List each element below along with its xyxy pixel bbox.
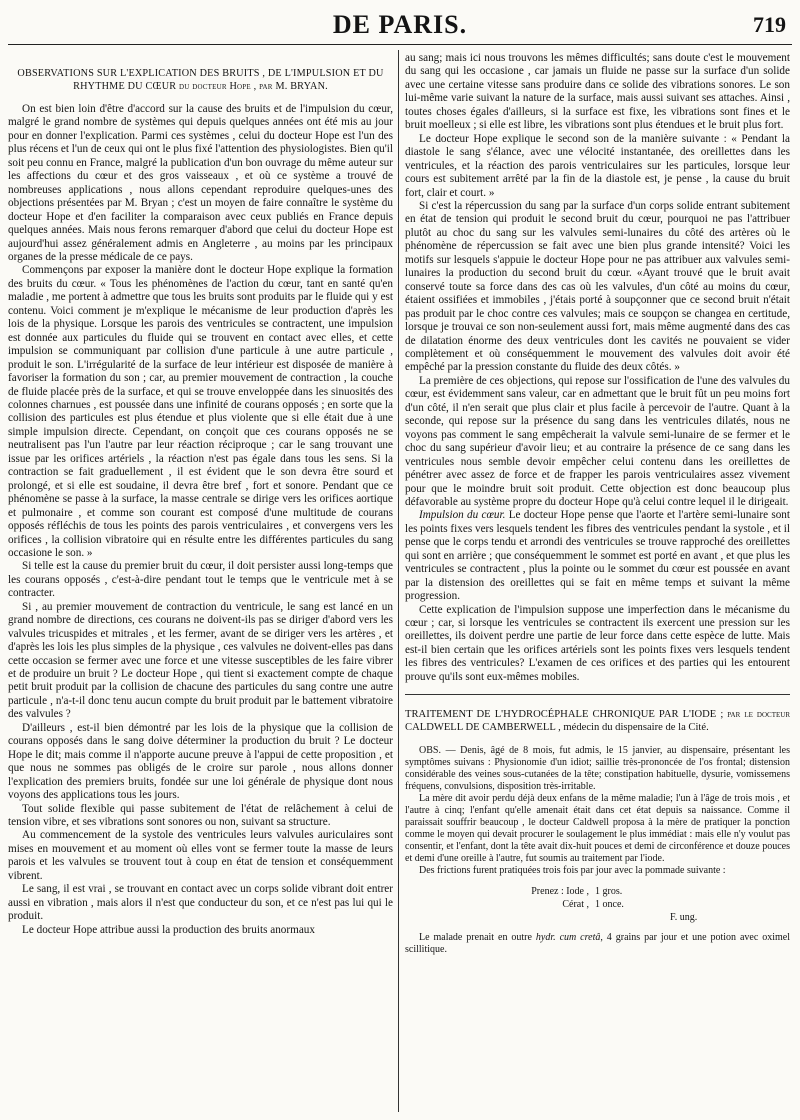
paragraph: Tout solide flexible qui passe subitement de l'état de relâchement à celui de tension vibre, et ses vibrations sont sonores ou non, suivant sa structure. <box>8 802 393 829</box>
paragraph <box>405 932 790 956</box>
prescription-formula <box>495 885 790 924</box>
column-divider <box>398 50 399 1112</box>
article2-title <box>405 709 790 735</box>
paragraph: Le docteur Hope explique le second son de la manière suivante : « Pendant la diastole le sang s'élance, avec une vélocité instantanée, des oreillettes dans les ventricules, et la réaction des parois ventriculaires sur les particules, lorsque leur cours est subitement arrêté par la fin de la diastole est, je pense , la cause du bruit fort, clair et court. » <box>405 132 790 199</box>
paragraph-text: , 4 grains par jour et une potion avec oximel scillitique. <box>405 931 790 955</box>
paragraph: Si telle est la cause du premier bruit du cœur, il doit persister aussi long-temps que les courans opposés , c'est-à-dire pendant tout le temps que le ventricule met à se contracter. <box>8 560 393 600</box>
observation-paragraph: OBS. — Denis, âgé de 8 mois, fut admis, le 15 janvier, au dispensaire, présentant les symptômes suivans : Physionomie d'un idiot; saillie très-prononcée de l'os frontal; distension considérable des veines sous-cutanées de la tête; constipation habituelle, dysurie, vomissemens fréquens, convulsions, disposition très-irritable. <box>405 744 790 792</box>
running-title: DE PARIS. <box>332 10 468 39</box>
formula-label: Prenez : Iode , <box>531 885 589 897</box>
left-column <box>8 52 393 1112</box>
paragraph-text: Le malade prenait en outre <box>419 931 532 943</box>
header-rule <box>8 44 792 45</box>
article-title-text: OBSERVATIONS SUR L'EXPLICATION DES BRUITS , DE L'IMPULSION ET DU RHYTHME DU CŒUR du docteur Hope , par <box>17 68 384 92</box>
article-author: M. BRYAN. <box>275 80 328 92</box>
article-title <box>8 68 393 93</box>
paragraph: D'ailleurs , est-il bien démontré par les lois de la physique que la collision de courans opposés dans le sang doive déterminer la production du bruit ? Le docteur Hope le dit; mais comme il n'apporte aucune preuve à l'appui de cette proposition , et que nous ne sommes pas obligés de le croire sur parole , nous allons donner l'explication des premiers bruits, fondée sur une loi générale de physique dont nous voyons des applications tous les jours. <box>8 721 393 802</box>
article2-title-rest: médecin du dispensaire de la Cité. <box>563 722 709 734</box>
paragraph: au sang; mais ici nous trouvons les mêmes difficultés; sans doute c'est le mouvement du sang qui les occasione , car jamais un fluide ne passe sur la surface d'un solide avec une certaine vitesse sans produire dans ce solide des vibrations sonores. Le son lui-même varie suivant la nature de la surface, mais aussi suivant ses attaches. Ainsi , toutes choses égales d'ailleurs, si la surface est fixe, les vibrations sont fines et le bruit moelleux ; si elle est libre, les vibrations sont plus étendues et le bruit plus fort. <box>405 52 790 132</box>
page-header <box>0 0 800 44</box>
paragraph-body: Le docteur Hope pense que l'aorte et l'artère semi-lunaire sont les points fixes vers lesquels tendent les fibres des ventricules pendant la systole , et il pense que le corps tendu et arrondi des ventricules se trouve rapproché des oreillettes qui sont en arrière ; que conséquemment le sommet est porté en avant , et que plus les ventricules se contractent , plus la pointe ou le sommet du cœur est poussée en avant par la distension des oreillettes qui se fait en même temps et suivant la même progression. <box>405 509 790 603</box>
formula-label: Cérat , <box>562 898 589 910</box>
formula-quantity: 1 once. <box>595 898 624 910</box>
paragraph: Le docteur Hope attribue aussi la production des bruits anormaux <box>22 923 315 936</box>
paragraph: Cette explication de l'impulsion suppose une imperfection dans le mécanisme du cœur ; car, si lorsque les ventricules se contractent ils exercent une pression sur les oreillettes, ils doivent perdre une partie de leur force dans cette espèce de lutte. Mais est-il bien certain que les orifices artériels sont les points fixes vers lesquels tendent les fibres des ventricules? L'examen de ces orifices et des parties qui les entourent prouve qu'ils sont eux-mêmes mobiles. <box>405 603 790 683</box>
section-lead: Impulsion du cœur. <box>419 509 506 522</box>
formula-signature: F. ung. <box>670 911 698 923</box>
paragraph <box>405 509 790 603</box>
right-column <box>405 52 790 1112</box>
paragraph: La première de ces objections, qui repose sur l'ossification de l'une des valvules du cœur, est évidemment sans valeur, car en admettant que le bruit fût un peu moins fort d'un côté, il n'en serait que plus clair et plus facile à percevoir de l'autre. Quant à la seconde, qui repose sur la présence du sang dans les ventricules dilatés, nous ne voyons pas comment le sang empêcherait la valvule semi-lunaire de se fermer et le choc du sang supérieur d'avoir lieu; et au contraire la présence de ce sang dans les ventricules nous semble devoir empêcher celui contenu dans les oreillettes de pénétrer avec assez de force et de frapper les parois ventriculaires assez vivement pour que le moindre bruit soit produit. Cette objection est donc beaucoup plus défavorable au système propre du docteur Hope qu'à celui contre lequel il le dirigeait. <box>405 374 790 508</box>
paragraph: Des frictions furent pratiquées trois fois par jour avec la pommade suivante : <box>419 864 726 876</box>
paragraph: Commençons par exposer la manière dont le docteur Hope explique la formation des bruits du cœur. « Tous les phénomènes de l'action du cœur, tant en santé qu'en maladie , me portent à admettre que tous les bruits sont produits par le fluide qui y est contenu. Voici comment je m'explique le mécanisme de leur production d'après les lois de la physique. Lorsque les parois des ventricules se contractent, une impulsion est donnée aux particules du fluide qui se trouvent en contact avec elles, et cette impulsion se communiquant par collision d'une particule à une autre particule , produit le son. L'irrégularité de la surface de leur intérieur est disposée de manière à favoriser la formation du son ; car, au premier mouvement de contraction , la couche de fluide placée près de la surface, et qui se trouve enveloppée dans les sinuosités des colonnes charnues , est poussée dans une infinité de courans opposés ; en sorte que la collision des particules est plus étendue et plus violente que si elle était due à une simple impulsion directe. Cependant, on conçoit que ces courans opposés ne se neutralisent pas l'un l'autre par leur réaction réciproque ; car le sang trouvant une issue par les orifices artériels , la réaction n'est pas égale dans tous les sens. Si la contraction se fait graduellement , il est évident que le son devra être sourd et prolongé, et si elle est soudaine, il devra être bref , fort et sonore. Pendant que ce phénomène se passe à la surface, la masse centrale se dirige vers les orifices aortique et pulmonaire , et comme son courant est composé d'une multitude de courans opposés réfléchis de tous les points des parois ventriculaires , et convergens vers les orifices , la collision vibratoire qui en résulte entre les différentes particules du sang occasione le son. » <box>8 264 393 559</box>
paragraph: Le sang, il est vrai , se trouvant en contact avec un corps solide vibrant doit entrer aussi en vibration , mais alors il n'est que conducteur du son, et ce n'est pas lui qui le produit. <box>8 883 393 923</box>
section-rule <box>405 694 790 695</box>
paragraph: On est bien loin d'être d'accord sur la cause des bruits et de l'impulsion du cœur, malgré le grand nombre de systèmes qui depuis quelques années ont été mis au jour pour en donner l'explication. Parmi ces systèmes , celui du docteur Hope est l'un des plus récens et l'un de ceux qui ont le plus fixé l'attention des physiologistes. Bien qu'il soit peu connu en France, malgré la publication d'un bon ouvrage du même auteur sur les affections du cœur et des gros vaisseaux , et où ce système a trouvé de nombreuses applications , nous allons cependant reproduire quelques-unes des objections présentées par M. Bryan ; c'est un moyen de faire connaître le système du docteur Hope et d'en faciliter la comparaison avec ceux publiés en France depuis quelques années. Mais nous ferons remarquer d'abord que celui du docteur Hope est aujourd'hui assez généralement admis en Angleterre , au moins par les principaux organes de la presse médicale de ce pays. <box>8 103 393 263</box>
page-number: 719 <box>753 12 786 37</box>
paragraph: Au commencement de la systole des ventricules leurs valvules auriculaires sont mises en mouvement et au moment où elles vont se fermer toute la masse de leurs parois et les valvules se trouvent tout à coup en état de tension et conséquemment vibrent. <box>8 829 393 882</box>
paragraph: Si , au premier mouvement de contraction du ventricule, le sang est lancé en un grand nombre de directions, ces courans ne doivent-ils pas se diriger d'abord vers les valvules tricuspides et mitrales , et les fermer, avant de se diriger vers les artères , et d'après les lois les plus simples de la physique , ces valvules ne doivent-elles pas dans cette occasion se fermer avec une force et une vitesse susceptibles de les faire vibrer et de produire un bruit ? Le docteur Hope , qui tient si exactement compte de chaque petit bruit produit par la collision de chacune des particules du sang contre une autre particule , n'a-t-il donc tenu aucun compte du bruit produit par le battement vibratoire des valvules ? <box>8 600 393 721</box>
formula-quantity: 1 gros. <box>595 885 623 897</box>
italic-term: hydr. cum cretâ <box>535 931 601 943</box>
paragraph: La mère dit avoir perdu déjà deux enfans de la même maladie; l'un à l'âge de trois mois , et l'autre à cinq; l'enfant qu'elle amenait était dans cet état depuis sa naissance. Comme il paraissait souffrir beaucoup , le docteur Caldwell proposa à la mère de pratiquer la ponction comme le moyen qui devait procurer le soulagement le plus immédiat : mais elle n'y voulut pas consentir, et l'enfant, dont la tête avait dix-huit pouces et demi de circonférence et douze pouces et demi d'une oreille à l'autre, fut soumis au traitement par l'iode. <box>405 792 790 864</box>
article2-title-text: TRAITEMENT DE L'HYDROCÉPHALE CHRONIQUE PAR L'IODE ; par le docteur CALDWELL DE CAMBERWELL , <box>405 709 790 734</box>
paragraph: Si c'est la répercussion du sang par la surface d'un corps solide entrant subitement en état de tension qui produit le second bruit du cœur, pourquoi ne pas l'attribuer plutôt au choc du sang sur les valvules semi-lunaires du côté des artères où le phénomène de répercussion se fait avec une bien plus grande intensité? Voici les motifs sur lesquels s'appuie le docteur Hope pour ne pas attribuer aux valvules semi-lunaires la production du second bruit du cœur. «Ayant trouvé que le bruit avait conservé toute sa force dans des cas où les valvules, d'un côté au moins du cœur, étaient ossifiées et immobiles , j'étais porté à soupçonner que ce second bruit n'était pas produit par le choc contre ces valvules; mais ce soupçon se changea en certitude, lorsque je trouvai ce son non-seulement aussi fort, mais même augmenté dans des cas de dilatation énorme des deux ventricules dont les cavités ne pouvaient se vider complètement et où conséquemment le mouvement des valvules doit avoir été empêché par la pression constante du fluide des deux côtés. » <box>405 199 790 374</box>
